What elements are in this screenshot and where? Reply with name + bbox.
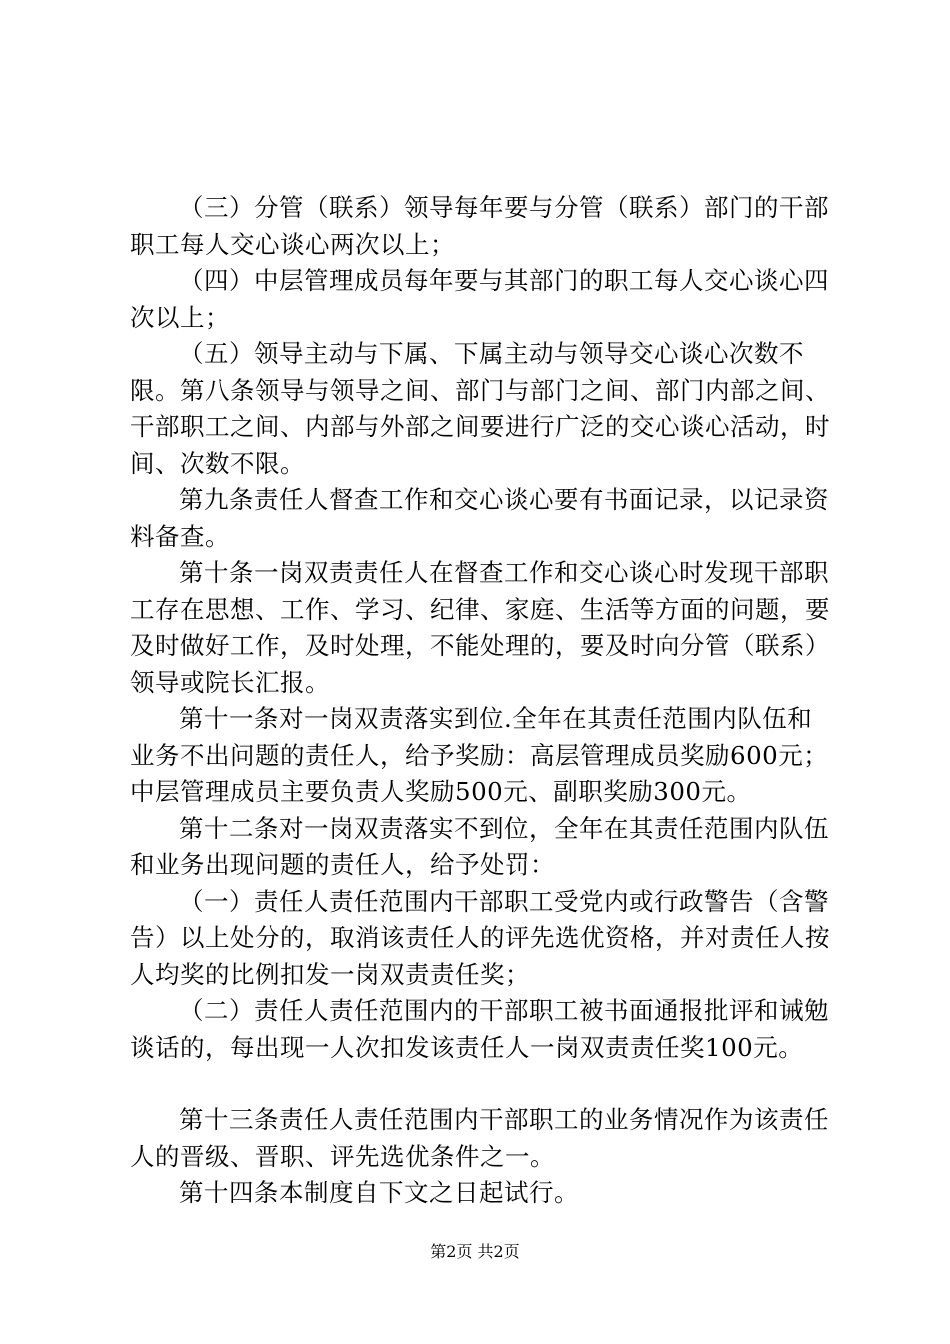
paragraph-article-13: 第十三条责任人责任范围内干部职工的业务情况作为该责任人的晋级、晋职、评先选优条件之一。 (130, 1105, 829, 1171)
paragraph-item-5: （五）领导主动与下属、下属主动与领导交心谈心次数不限。第八条领导与领导之间、部门与部门之间、部门内部之间、干部职工之间、内部与外部之间要进行广泛的交心谈心活动，时间、次数不限。 (130, 339, 830, 478)
document-body (130, 190, 830, 1212)
paragraph-article-12: 第十二条对一岗双责落实不到位，全年在其责任范围内队伍和业务出现问题的责任人，给予处罚： (130, 813, 829, 879)
paragraph-penalty-1: （一）责任人责任范围内干部职工受党内或行政警告（含警告）以上处分的，取消该责任人的评先选优资格，并对责任人按人均奖的比例扣发一岗双责责任奖； (130, 886, 830, 989)
paragraph-article-14: 第十四条本制度自下文之日起试行。 (179, 1178, 579, 1207)
paragraph-item-3: （三）分管（联系）领导每年要与分管（联系）部门的干部职工每人交心谈心两次以上； (130, 193, 829, 259)
page-number-footer: 第2页 共2页 (430, 1242, 520, 1261)
paragraph-article-11: 第十一条对一岗双责落实到位.全年在其责任范围内队伍和业务不出问题的责任人，给予奖励：高层管理成员奖励600元；中层管理成员主要负责人奖励500元、副职奖励300元。 (130, 704, 829, 806)
paragraph-penalty-2: （二）责任人责任范围内的干部职工被书面通报批评和诫勉谈话的，每出现一人次扣发该责任人一岗双责责任奖100元。 (130, 996, 829, 1062)
paragraph-article-10: 第十条一岗双责责任人在督查工作和交心谈心时发现干部职工存在思想、工作、学习、纪律、家庭、生活等方面的问题，要及时做好工作，及时处理，不能处理的，要及时向分管（联系）领导或院长汇报。 (130, 558, 830, 697)
paragraph-item-4: （四）中层管理成员每年要与其部门的职工每人交心谈心四次以上； (130, 266, 829, 332)
paragraph-article-9: 第九条责任人督查工作和交心谈心要有书面记录，以记录资料备查。 (130, 485, 829, 551)
